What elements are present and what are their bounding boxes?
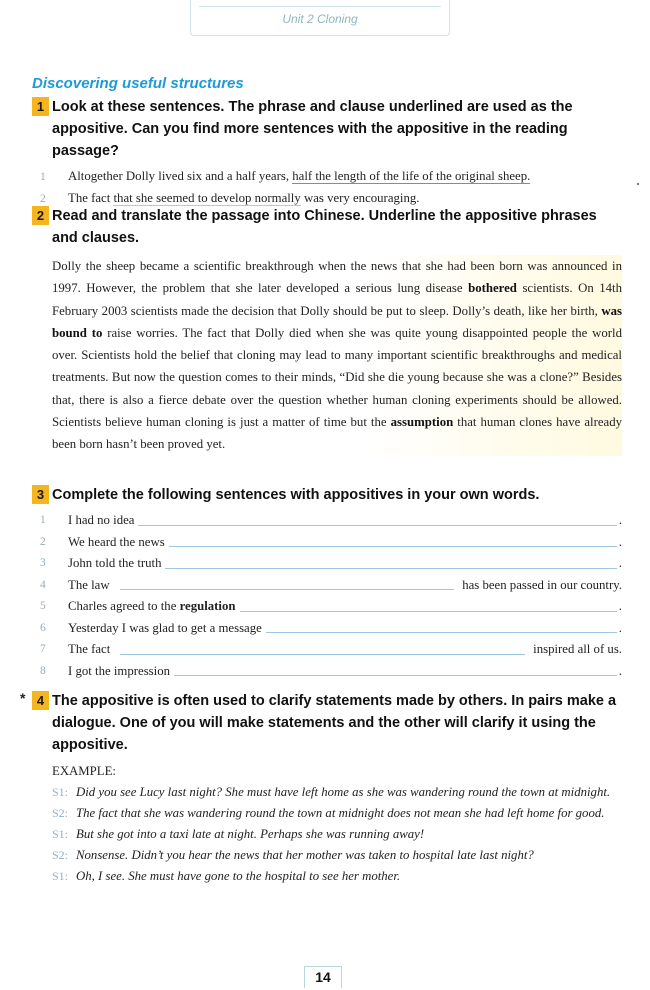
speaker-label: S1: [52,827,69,841]
task-number-badge: 1 [32,97,49,116]
dialogue-line [52,845,622,866]
answer-blank[interactable] [138,525,616,526]
item-number: 6 [40,621,46,634]
sentence-start: I had no idea [68,513,135,527]
sentence-end: . [618,599,622,613]
fill-in-list [40,509,622,681]
bold-term: was bound to [52,303,622,340]
appositive-underline: half the length of the life of the original sheep. [292,169,531,183]
item-number: 2 [40,535,46,548]
task-1-sentences [40,166,622,209]
task-3-instruction: Complete the following sentences with appositives in your own words. [52,487,540,503]
list-item [40,638,622,660]
sentence-start: Charles agreed to the regulation [68,599,236,613]
dialogue-text: The fact that she was wandering round the town at midnight does not mean she had left home for good. [76,806,605,820]
item-number: 3 [40,557,46,569]
sentence-start: We heard the news [68,534,165,549]
item-number: 1 [40,171,46,183]
sentence-start: Yesterday I was glad to get a message [68,620,262,635]
item-number: 5 [40,600,46,612]
dialogue-text: But she got into a taxi late at night. Perhaps she was running away! [76,827,425,841]
bold-term: assumption [390,415,454,430]
optional-star: * [20,690,26,706]
reading-passage: Dolly the sheep became a scientific breakthrough when the news that she had been born was announced in 1997. However, the problem that she later developed a serious lung disease bothered scientists. On 14th February 2003 scientists made the decision that Dolly should be put to sleep. Dolly’s death, like her birth, was bound to raise worries. The fact that Dolly died when she was quite young disappointed people the world over. Scientists hold the belief that cloning may lead to many important scientific breakthroughs and medical treatments. But now the question comes to their minds, “Did she die young because she was a clone?” Besides that, there is also a fierce debate over the question whether human cloning experiments should be allowed. Scientists believe human cloning is just a matter of time but the assumption that human clones have already been born hasn’t been proved yet. [52,255,622,456]
sentence-text: The fact that she seemed to develop normally was very encouraging. [68,190,420,205]
bold-term: regulation [179,599,236,613]
list-item [40,166,622,188]
sentence-end: . [618,556,622,570]
list-item [40,531,622,553]
header-rule [199,6,441,7]
dialogue-line [52,782,622,803]
speaker-label: S2: [52,806,69,820]
list-item [40,660,622,682]
list-item [40,595,622,617]
dialogue-text: Oh, I see. She must have gone to the hospital to see her mother. [76,869,401,883]
task-1-instruction: Look at these sentences. The phrase and clause underlined are used as the appositive. Can you find more sentences with the appositive in the reading passage? [52,99,573,159]
margin-mark [637,183,639,185]
item-number: 4 [40,578,46,591]
dialogue-line [52,824,622,845]
speaker-label: S1: [52,785,69,799]
task-number-badge: 3 [32,485,49,504]
task-4-heading [32,690,622,756]
appositive-underline: that she seemed to develop normally [113,190,301,205]
unit-title: Unit 2 Cloning [282,12,358,26]
sentence-end: . [618,513,622,527]
bold-term: bothered [468,281,517,296]
answer-blank[interactable] [266,632,617,633]
sentence-text: Altogether Dolly lived six and a half years, half the length of the life of the original sheep. [68,169,531,183]
task-number-badge: 2 [32,206,49,225]
answer-blank[interactable] [120,589,455,590]
item-number: 1 [40,514,46,526]
sentence-start: I got the impression [68,663,171,678]
sentence-start: John told the truth [68,556,162,570]
sentence-end: . [618,620,622,635]
task-3-heading [32,484,622,506]
sentence-end: has been passed in our country. [462,577,622,592]
speaker-label: S2: [52,848,69,862]
answer-blank[interactable] [174,675,617,676]
task-3 [32,484,622,681]
task-4 [20,690,622,887]
answer-blank[interactable] [120,654,525,655]
task-1-heading [32,96,622,162]
item-number: 8 [40,664,46,677]
dialogue-line [52,803,622,824]
task-4-instruction: The appositive is often used to clarify statements made by others. In pairs make a dialogue. One of you will make statements and the other will clarify it using the appositive. [52,693,617,753]
example-label: EXAMPLE: [52,764,116,778]
answer-blank[interactable] [169,546,617,547]
answer-blank[interactable] [240,611,617,612]
sentence-end: . [618,663,622,678]
list-item [40,509,622,531]
answer-blank[interactable] [165,568,616,569]
sentence-start: The law [68,577,110,592]
list-item [40,552,622,574]
list-item [40,574,622,596]
page-number: 14 [304,966,342,988]
list-item [40,617,622,639]
unit-header [190,0,450,36]
task-2-heading [32,205,622,249]
item-number: 2 [40,192,46,205]
speaker-label: S1: [52,869,69,883]
item-number: 7 [40,643,46,655]
task-2-instruction: Read and translate the passage into Chinese. Underline the appositive phrases and clauses. [52,208,597,246]
sentence-end: inspired all of us. [533,642,622,656]
task-number-badge: 4 [32,691,49,710]
sentence-end: . [618,534,622,549]
example-dialogue [52,782,622,887]
task-2 [32,205,622,456]
dialogue-line [52,866,622,887]
sentence-start: The fact [68,642,111,656]
dialogue-text: Did you see Lucy last night? She must have left home as she was wandering round the town at midnight. [76,785,611,799]
task-1 [32,96,622,209]
section-title: Discovering useful structures [32,75,244,92]
dialogue-text: Nonsense. Didn’t you hear the news that her mother was taken to hospital late last night? [76,848,534,862]
